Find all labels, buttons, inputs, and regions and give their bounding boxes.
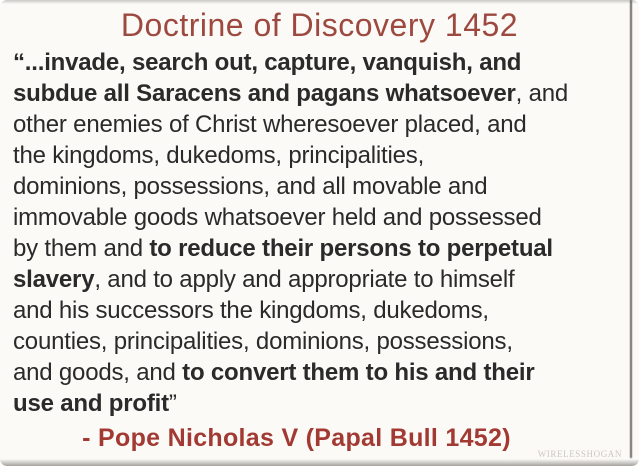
quote-line (13, 78, 627, 109)
quote-segment-bold: slavery (13, 266, 95, 293)
quote-segment: and his successors the kingdoms, dukedoms, (13, 297, 489, 324)
quote-segment-bold: to convert them to his and their (182, 359, 535, 386)
quote-segment: ” (168, 390, 177, 417)
quote-line (13, 140, 627, 171)
quote-segment: and goods, and (13, 359, 183, 386)
quote-segment-bold: to reduce their persons to perpetual (149, 235, 553, 262)
quote-segment: by them and (13, 235, 150, 262)
photo-edge-right (630, 0, 632, 458)
quote-line (13, 171, 627, 202)
quote-line (13, 388, 627, 419)
quote-segment-bold: use and profit (13, 390, 169, 417)
quote-line (13, 264, 627, 295)
quote-segment: immovable goods whatsoever held and possessed (13, 204, 542, 231)
watermark-text: WIRELESSHOGAN (537, 449, 622, 459)
quote-line (13, 357, 627, 388)
page-title: Doctrine of Discovery 1452 (120, 7, 519, 43)
quote-segment: , and to apply and appropriate to himself (94, 266, 515, 293)
quote-segment-bold: “...invade, search out, capture, vanquish, and (13, 49, 522, 76)
quote-line (13, 326, 627, 357)
quote-segment: dominions, possessions, and all movable and (13, 173, 488, 200)
quote-line (13, 295, 627, 326)
quote-segment-bold: subdue all Saracens and pagans whatsoever (13, 80, 516, 107)
quote-line (13, 233, 627, 264)
quote-segment: counties, principalities, dominions, possessions, (13, 328, 513, 355)
quote-line (13, 47, 627, 78)
quote-segment: , and (515, 80, 569, 107)
photo-edge-bottom (0, 459, 639, 466)
quote-body (0, 44, 639, 419)
quote-segment: other enemies of Christ wheresoever placed, and (13, 111, 527, 138)
quote-line (13, 202, 627, 233)
quote-line (13, 109, 627, 140)
quote-segment: the kingdoms, dukedoms, principalities, (13, 142, 425, 169)
attribution-line: - Pope Nicholas V (Papal Bull 1452) (82, 424, 511, 452)
